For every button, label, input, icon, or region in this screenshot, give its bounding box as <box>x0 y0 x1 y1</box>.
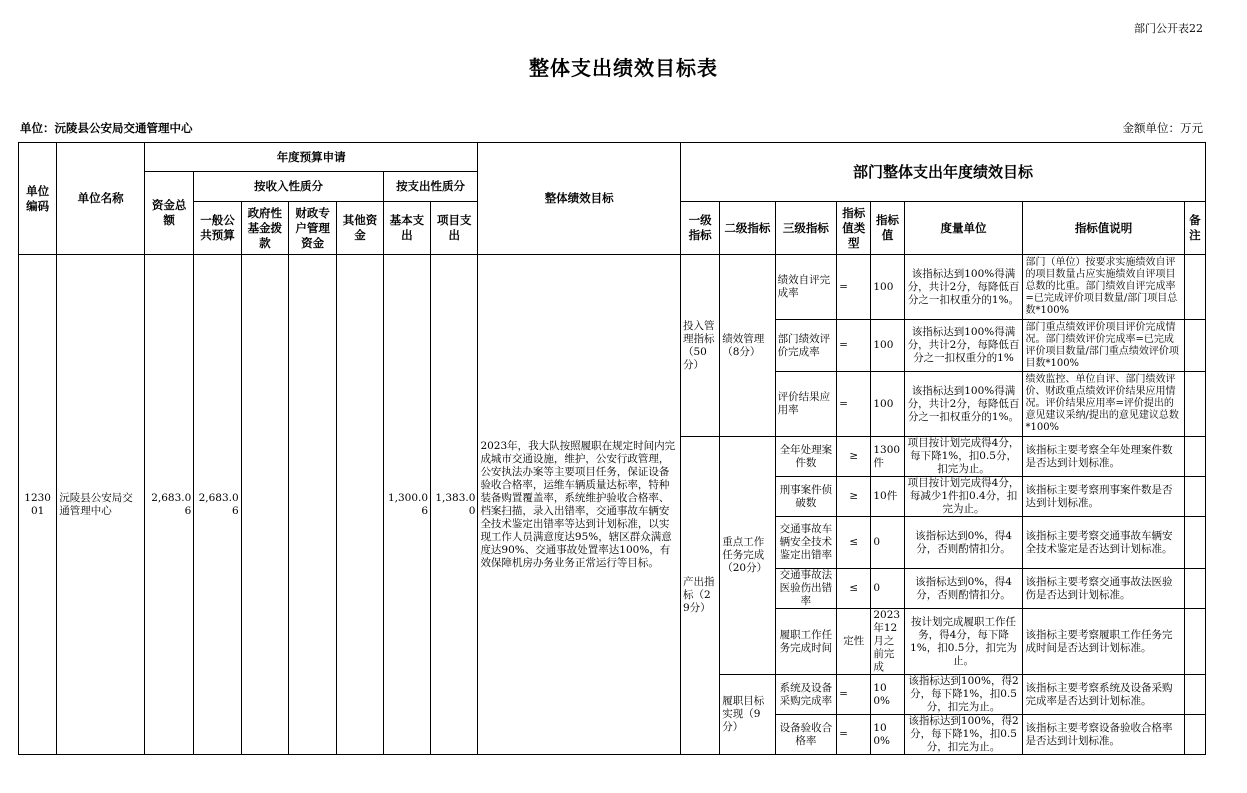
remark-cell <box>1184 372 1205 437</box>
level2-duty-cell: 履职目标实现（9分） <box>720 675 775 755</box>
unit-label: 单位：沅陵县公安局交通管理中心 <box>20 121 193 135</box>
desc-cell: 该指标主要考察刑事案件数是否达到计划标准。 <box>1023 477 1184 517</box>
value-type-cell: ≥ <box>837 437 871 477</box>
header-by-expense: 按支出性质分 <box>383 172 478 202</box>
header-measure: 度量单位 <box>904 202 1023 255</box>
value-type-cell: = <box>837 372 871 437</box>
remark-cell <box>1184 609 1205 675</box>
level3-cell: 绩效自评完成率 <box>775 255 836 320</box>
remark-cell <box>1184 517 1205 569</box>
header-desc: 指标值说明 <box>1023 202 1184 255</box>
header-gov-fund: 政府性基金拨款 <box>241 202 288 255</box>
basic-expense-cell: 1,300.06 <box>383 255 430 755</box>
value-cell: 100% <box>871 675 904 715</box>
unit-code-cell: 123001 <box>19 255 57 755</box>
performance-table <box>18 142 1206 755</box>
fiscal-special-cell <box>288 255 336 755</box>
desc-cell: 部门重点绩效评价项目评价完成情况。部门绩效评价完成率=已完成评价项目数量/部门重点绩效评价项目数*100% <box>1023 320 1184 372</box>
value-type-cell: ≤ <box>837 569 871 609</box>
remark-cell <box>1184 569 1205 609</box>
header-level2: 二级指标 <box>720 202 775 255</box>
desc-cell: 绩效监控、单位自评、部门绩效评价、财政重点绩效评价结果应用情况。评价结果应用率=评价提出的意见建议采纳/提出的意见建议总数*100% <box>1023 372 1184 437</box>
value-type-cell: = <box>837 255 871 320</box>
value-type-cell: ≥ <box>837 477 871 517</box>
header-level1: 一级指标 <box>680 202 719 255</box>
value-cell: 0 <box>871 569 904 609</box>
header-value-type: 指标值类型 <box>837 202 871 255</box>
desc-cell: 该指标主要考察全年处理案件数是否达到计划标准。 <box>1023 437 1184 477</box>
value-cell: 1300件 <box>871 437 904 477</box>
remark-cell <box>1184 320 1205 372</box>
desc-cell: 该指标主要考察交通事故车辆安全技术鉴定是否达到计划标准。 <box>1023 517 1184 569</box>
header-dept-goal: 部门整体支出年度绩效目标 <box>680 143 1205 202</box>
measure-cell: 该指标达到0%，得4分，否则酌情扣分。 <box>904 517 1023 569</box>
remark-cell <box>1184 675 1205 715</box>
measure-cell: 该指标达到100%得满分，共计2分，每降低百分之一扣权重分的1%。 <box>904 372 1023 437</box>
value-type-cell: = <box>837 675 871 715</box>
level3-cell: 履职工作任务完成时间 <box>775 609 836 675</box>
remark-cell <box>1184 715 1205 755</box>
value-cell: 10件 <box>871 477 904 517</box>
header-by-income: 按收入性质分 <box>194 172 383 202</box>
level3-cell: 交通事故法医验伤出错率 <box>775 569 836 609</box>
header-total-funds: 资金总额 <box>144 172 193 255</box>
header-value: 指标值 <box>871 202 904 255</box>
unit-name-cell: 沅陵县公安局交通管理中心 <box>57 255 145 755</box>
header-remark: 备注 <box>1184 202 1205 255</box>
other-funds-cell <box>337 255 383 755</box>
form-number: 部门公开表22 <box>1134 22 1203 35</box>
level3-cell: 设备验收合格率 <box>775 715 836 755</box>
level3-cell: 交通事故车辆安全技术鉴定出错率 <box>775 517 836 569</box>
remark-cell <box>1184 437 1205 477</box>
value-type-cell: 定性 <box>837 609 871 675</box>
measure-cell: 项目按计划完成得4分，每下降1%，扣0.5分，扣完为止。 <box>904 437 1023 477</box>
measure-cell: 该指标达到100%得满分，共计2分，每降低百分之一扣权重分的1%。 <box>904 255 1023 320</box>
measure-cell: 按计划完成履职工作任务，得4分，每下降1%，扣0.5分，扣完为止。 <box>904 609 1023 675</box>
header-budget-request: 年度预算申请 <box>144 143 478 172</box>
amount-unit: 金额单位：万元 <box>1122 121 1203 135</box>
header-other-funds: 其他资金 <box>337 202 383 255</box>
value-cell: 100 <box>871 320 904 372</box>
level1-input-cell: 投入管理指标（50分） <box>680 255 719 437</box>
level3-cell: 系统及设备采购完成率 <box>775 675 836 715</box>
general-budget-cell: 2,683.06 <box>194 255 241 755</box>
header-general-budget: 一般公共预算 <box>194 202 241 255</box>
header-overall-goal: 整体绩效目标 <box>478 143 681 255</box>
value-type-cell: = <box>837 320 871 372</box>
measure-cell: 该指标达到100%得满分，共计2分，每降低百分之一扣权重分的1% <box>904 320 1023 372</box>
remark-cell <box>1184 477 1205 517</box>
measure-cell: 该指标达到100%，得2分，每下降1%，扣0.5分，扣完为止。 <box>904 675 1023 715</box>
measure-cell: 该指标达到100%，得2分，每下降1%，扣0.5分，扣完为止。 <box>904 715 1023 755</box>
gov-fund-cell <box>241 255 288 755</box>
header-unit-code: 单位编码 <box>19 143 57 255</box>
value-cell: 2023年12月之前完成 <box>871 609 904 675</box>
level3-cell: 全年处理案件数 <box>775 437 836 477</box>
page-title: 整体支出绩效目标表 <box>529 56 718 80</box>
desc-cell: 该指标主要考察系统及设备采购完成率是否达到计划标准。 <box>1023 675 1184 715</box>
level3-cell: 评价结果应用率 <box>775 372 836 437</box>
desc-cell: 该指标主要考察设备验收合格率是否达到计划标准。 <box>1023 715 1184 755</box>
desc-cell: 该指标主要考察交通事故法医验伤是否达到计划标准。 <box>1023 569 1184 609</box>
remark-cell <box>1184 255 1205 320</box>
project-expense-cell: 1,383.00 <box>431 255 478 755</box>
total-funds-cell: 2,683.06 <box>144 255 193 755</box>
value-cell: 100 <box>871 255 904 320</box>
value-type-cell: ≤ <box>837 517 871 569</box>
level3-cell: 部门绩效评价完成率 <box>775 320 836 372</box>
value-cell: 100% <box>871 715 904 755</box>
header-basic-expense: 基本支出 <box>383 202 430 255</box>
desc-cell: 该指标主要考察履职工作任务完成时间是否达到计划标准。 <box>1023 609 1184 675</box>
value-cell: 100 <box>871 372 904 437</box>
value-type-cell: = <box>837 715 871 755</box>
level1-output-cell: 产出指标（29分） <box>680 437 719 755</box>
header-project-expense: 项目支出 <box>431 202 478 255</box>
measure-cell: 该指标达到0%，得4分，否则酌情扣分。 <box>904 569 1023 609</box>
overall-goal-cell: 2023年，我大队按照履职在规定时间内完成城市交通设施，维护，公安行政管理，公安执法办案等主要项目任务，保证设备验收合格率，运维车辆质量达标率，特种装备购置覆盖率，系统维护验收合格率、档案扫描，录入出错率，交通事故车辆安全技术鉴定出错率等达到计划标准，以实现工作人员满意度达95%，辖区群众满意度达90%、交通事故处置率达100%，有效保障机房办务业务正常运行等目标。 <box>478 255 681 755</box>
level2-key-cell: 重点工作任务完成（20分） <box>720 437 775 675</box>
desc-cell: 部门（单位）按要求实施绩效自评的项目数量占应实施绩效自评项目总数的比重。部门绩效自评完成率=已完成评价项目数量/部门项目总数*100% <box>1023 255 1184 320</box>
header-unit-name: 单位名称 <box>57 143 145 255</box>
level2-perf-cell: 绩效管理（8分） <box>720 255 775 437</box>
measure-cell: 项目按计划完成得4分，每减少1件扣0.4分，扣完为止。 <box>904 477 1023 517</box>
header-level3: 三级指标 <box>775 202 836 255</box>
header-fiscal-special: 财政专户管理资金 <box>288 202 336 255</box>
level3-cell: 刑事案件侦破数 <box>775 477 836 517</box>
value-cell: 0 <box>871 517 904 569</box>
